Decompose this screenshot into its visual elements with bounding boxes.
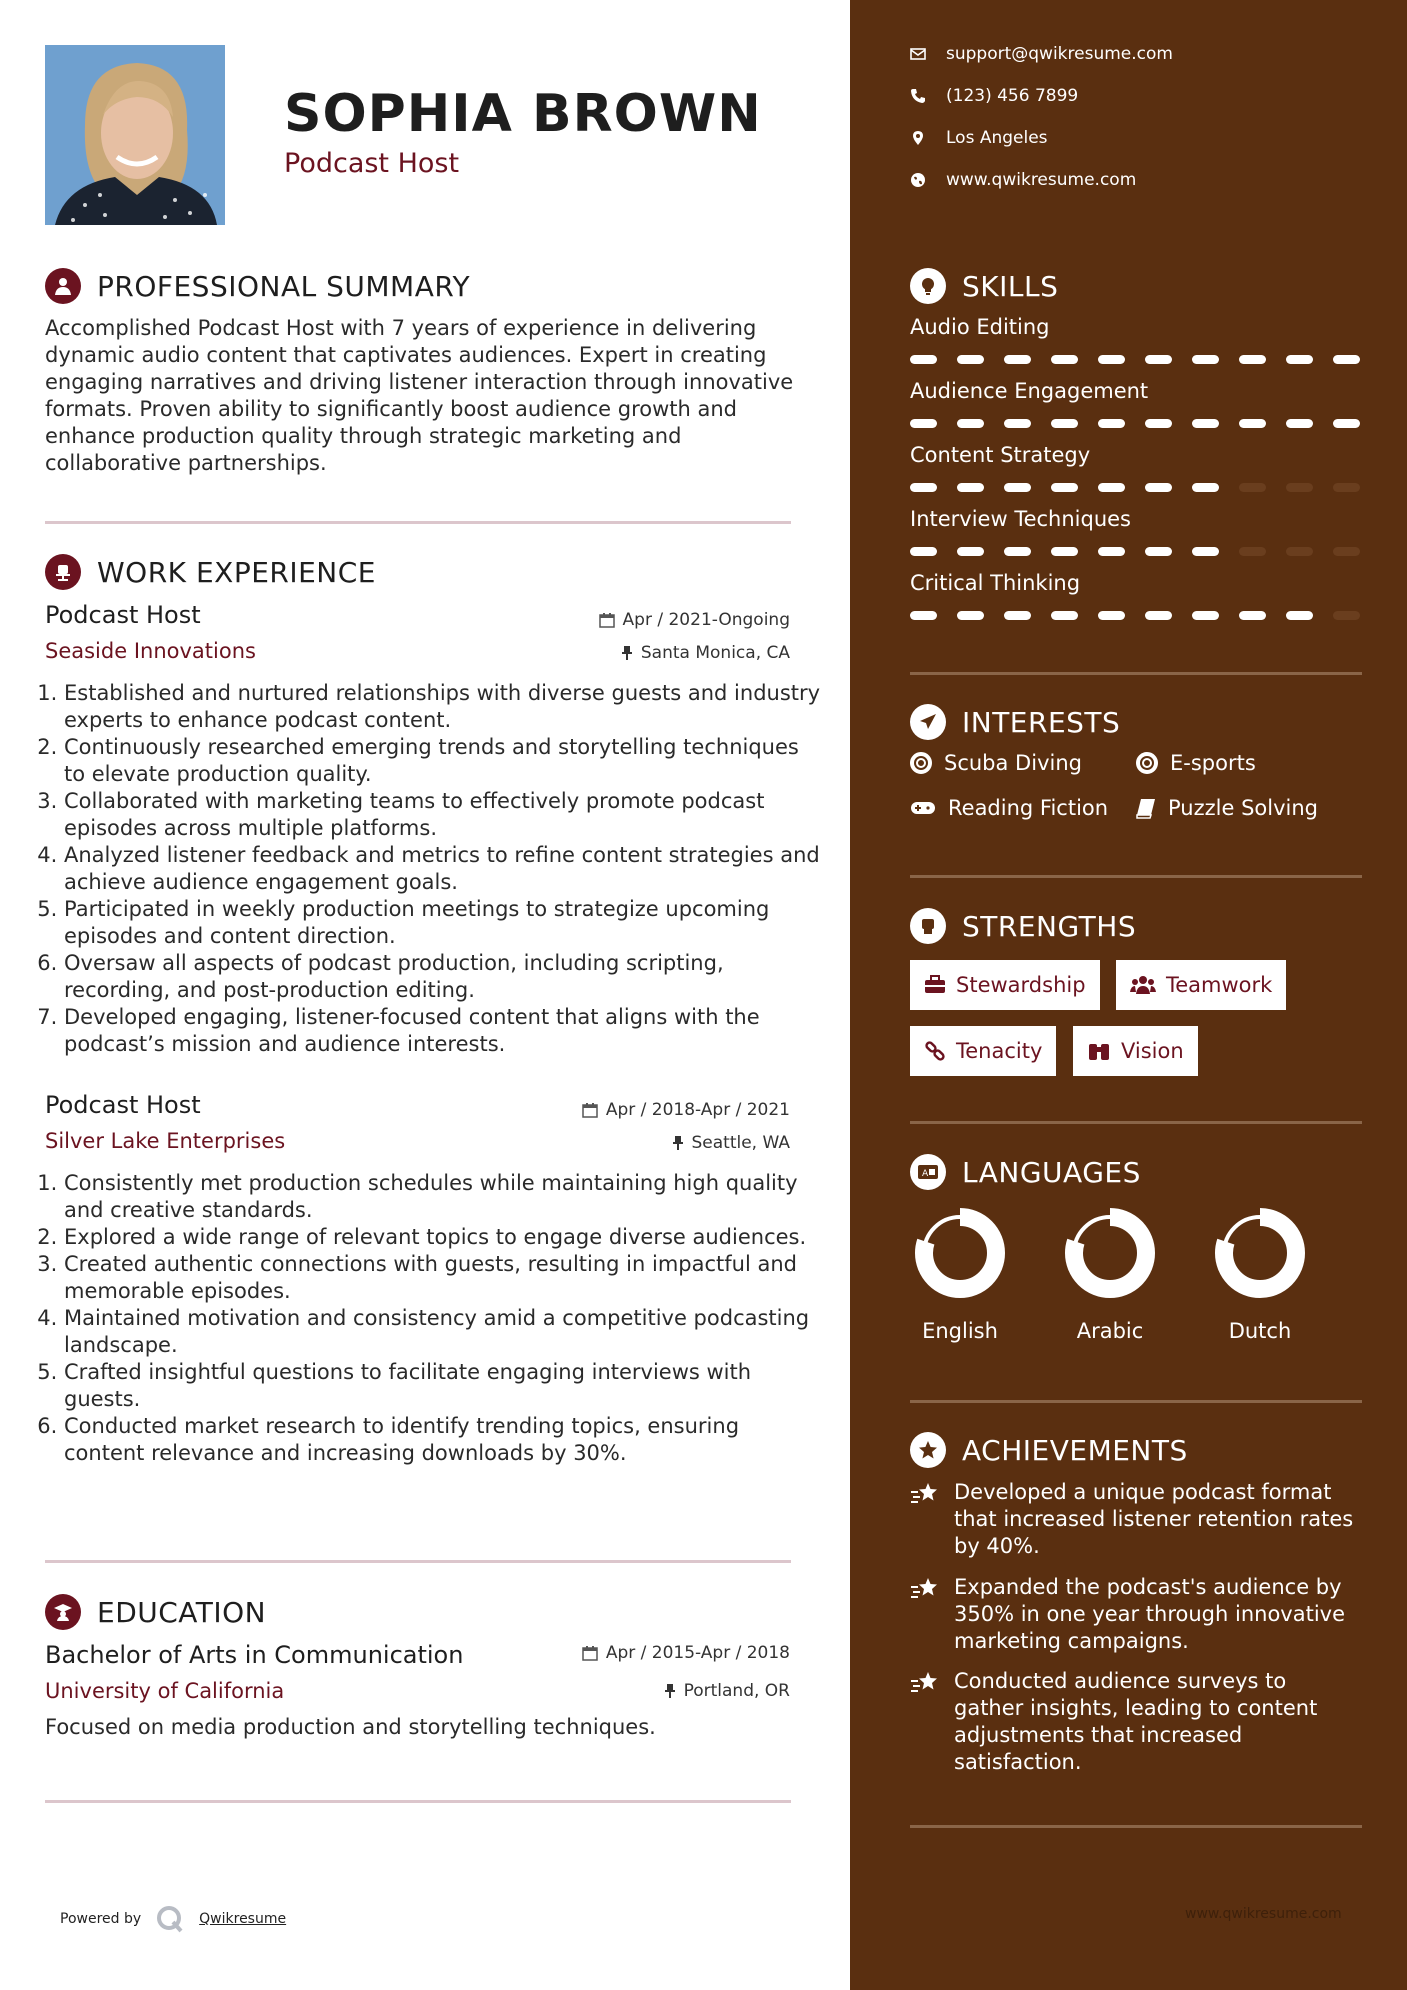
list-item: 2. Continuously researched emerging trends and storytelling techniques to elevate production quality. bbox=[64, 734, 824, 788]
skill-level-dash bbox=[1239, 419, 1266, 428]
skill-level-dash bbox=[1192, 547, 1219, 556]
job-title: Podcast Host bbox=[45, 1091, 201, 1119]
strength-label: Vision bbox=[1121, 1039, 1184, 1063]
powered-by-label: Powered by bbox=[60, 1911, 142, 1927]
skill-level-dash bbox=[1051, 611, 1078, 620]
achievements-title: ACHIEVEMENTS bbox=[962, 1433, 1188, 1467]
fist-icon bbox=[910, 908, 946, 944]
skill-level-dash bbox=[1333, 611, 1360, 620]
skill-level-dash bbox=[1192, 611, 1219, 620]
strength-tag bbox=[1116, 960, 1286, 1010]
book-icon bbox=[1136, 797, 1156, 819]
section-divider bbox=[910, 672, 1362, 675]
list-item: 3. Collaborated with marketing teams to effectively promote podcast episodes across multiple platforms. bbox=[64, 788, 824, 842]
section-divider bbox=[910, 1825, 1362, 1828]
skill-level-dash bbox=[1145, 547, 1172, 556]
skill-level-dash bbox=[1004, 611, 1031, 620]
achievement-item bbox=[910, 1668, 1360, 1776]
phone-text: (123) 456 7899 bbox=[946, 86, 1079, 106]
skill-level-dash bbox=[1286, 419, 1313, 428]
skill-level-dash bbox=[1286, 355, 1313, 364]
list-item: 3. Created authentic connections with guests, resulting in impactful and memorable episodes. bbox=[64, 1251, 824, 1305]
skill-name: Audience Engagement bbox=[910, 379, 1149, 403]
location-text: Los Angeles bbox=[946, 128, 1048, 148]
powered-by bbox=[60, 1904, 286, 1934]
website-text[interactable]: www.qwikresume.com bbox=[946, 170, 1137, 190]
phone-icon bbox=[910, 88, 926, 104]
skill-level-bar bbox=[910, 355, 1360, 364]
binoculars-icon bbox=[1087, 1041, 1111, 1061]
skills-heading bbox=[910, 268, 1058, 304]
users-icon bbox=[1130, 975, 1156, 995]
gamepad-icon bbox=[910, 799, 936, 817]
briefcase-icon bbox=[924, 975, 946, 995]
skill-level-dash bbox=[1239, 355, 1266, 364]
skill-level-dash bbox=[1004, 419, 1031, 428]
interest-label: Scuba Diving bbox=[944, 751, 1082, 775]
education-location-text: Portland, OR bbox=[683, 1681, 790, 1701]
skill-level-dash bbox=[1333, 483, 1360, 492]
section-divider bbox=[910, 1400, 1362, 1403]
summary-text: Accomplished Podcast Host with 7 years of experience in delivering dynamic audio content that captivates audiences. Expert in creating engaging narratives and driving listener interaction through innovative formats. Proven ability to significantly boost audience growth and enhance production quality through strategic marketing and collaborative partnerships. bbox=[45, 316, 794, 475]
degree-title: Bachelor of Arts in Communication bbox=[45, 1641, 464, 1669]
language-item bbox=[1050, 1205, 1170, 1343]
contact-location bbox=[910, 128, 1048, 148]
list-item: 6. Conducted market research to identify trending topics, ensuring content relevance and increasing downloads by 30%. bbox=[64, 1413, 824, 1467]
strength-label: Tenacity bbox=[956, 1039, 1043, 1063]
skill-level-dash bbox=[1051, 547, 1078, 556]
award-star-icon bbox=[910, 1432, 946, 1468]
achievement-text: Expanded the podcast's audience by 350% in one year through innovative marketing campaigns. bbox=[954, 1575, 1346, 1653]
interests-title: INTERESTS bbox=[962, 705, 1121, 739]
interests-heading bbox=[910, 704, 1120, 740]
envelope-icon bbox=[910, 46, 926, 62]
language-item bbox=[1200, 1205, 1320, 1343]
strengths-heading bbox=[910, 908, 1136, 944]
languages-heading bbox=[910, 1154, 1141, 1190]
svg-text:A: A bbox=[922, 1169, 929, 1179]
calendar-icon bbox=[582, 1102, 598, 1118]
skill-level-dash bbox=[1192, 483, 1219, 492]
skill-level-bar bbox=[910, 419, 1360, 428]
interest-item bbox=[1136, 796, 1318, 820]
job-dates-text: Apr / 2021-Ongoing bbox=[622, 610, 790, 630]
list-item: 4. Maintained motivation and consistency amid a competitive podcasting landscape. bbox=[64, 1305, 824, 1359]
skill-level-dash bbox=[957, 355, 984, 364]
skill-level-dash bbox=[1098, 355, 1125, 364]
skill-level-dash bbox=[1051, 419, 1078, 428]
job-title: Podcast Host bbox=[45, 601, 201, 629]
achievements-heading bbox=[910, 1432, 1188, 1468]
language-label: English bbox=[922, 1319, 998, 1343]
skill-level-dash bbox=[1239, 547, 1266, 556]
skill-level-dash bbox=[957, 483, 984, 492]
skill-level-dash bbox=[1051, 483, 1078, 492]
skill-level-dash bbox=[1239, 611, 1266, 620]
qwikresume-logo-icon bbox=[155, 1904, 185, 1934]
interest-item bbox=[910, 796, 1108, 820]
skills-title: SKILLS bbox=[962, 269, 1059, 303]
list-item: 1. Consistently met production schedules while maintaining high quality and creative standards. bbox=[64, 1170, 824, 1224]
section-divider bbox=[45, 1560, 791, 1563]
skill-level-dash bbox=[1098, 611, 1125, 620]
pin-icon bbox=[672, 1135, 684, 1151]
skill-level-bar bbox=[910, 611, 1360, 620]
language-label: Dutch bbox=[1228, 1319, 1292, 1343]
list-item: 1. Established and nurtured relationships with diverse guests and industry experts to enhance podcast content. bbox=[64, 680, 824, 734]
skill-level-dash bbox=[1098, 547, 1125, 556]
job-responsibilities bbox=[36, 680, 824, 1058]
education-dates-text: Apr / 2015-Apr / 2018 bbox=[605, 1643, 790, 1663]
education-description: Focused on media production and storytelling techniques. bbox=[45, 1715, 656, 1739]
skill-level-dash bbox=[1098, 419, 1125, 428]
language-level-ring bbox=[1212, 1205, 1308, 1301]
map-marker-icon bbox=[910, 130, 926, 146]
skill-level-bar bbox=[910, 483, 1360, 492]
experience-heading bbox=[45, 554, 376, 590]
skill-level-dash bbox=[1286, 483, 1313, 492]
contact-phone bbox=[910, 86, 1078, 106]
footer-site: www.qwikresume.com bbox=[1185, 1906, 1342, 1922]
contact-website bbox=[910, 170, 1136, 190]
graduate-icon bbox=[45, 1594, 81, 1630]
skill-level-dash bbox=[1004, 355, 1031, 364]
skill-level-dash bbox=[1145, 483, 1172, 492]
candidate-name: SOPHIA BROWN bbox=[284, 84, 762, 144]
skill-level-dash bbox=[1145, 355, 1172, 364]
list-item: 7. Developed engaging, listener-focused content that aligns with the podcast’s mission and audience interests. bbox=[64, 1004, 824, 1058]
language-label: Arabic bbox=[1076, 1319, 1144, 1343]
skill-level-dash bbox=[1145, 419, 1172, 428]
skill-level-dash bbox=[910, 483, 937, 492]
skill-level-dash bbox=[1333, 355, 1360, 364]
section-divider bbox=[45, 521, 791, 524]
achievement-text: Developed a unique podcast format that increased listener retention rates by 40%. bbox=[954, 1480, 1354, 1558]
job-responsibilities bbox=[36, 1170, 824, 1467]
education-heading bbox=[45, 1594, 266, 1630]
achievement-text: Conducted audience surveys to gather insights, leading to content adjustments that increased satisfaction. bbox=[954, 1669, 1318, 1774]
skill-name: Interview Techniques bbox=[910, 507, 1132, 531]
skill-level-dash bbox=[1192, 419, 1219, 428]
job-dates bbox=[599, 610, 790, 630]
education-dates bbox=[582, 1643, 790, 1663]
achievement-item bbox=[910, 1574, 1360, 1655]
skill-level-dash bbox=[957, 547, 984, 556]
interest-item bbox=[1136, 751, 1256, 775]
job-company: Silver Lake Enterprises bbox=[45, 1129, 286, 1153]
list-item: 6. Oversaw all aspects of podcast production, including scripting, recording, and post-production editing. bbox=[64, 950, 824, 1004]
skill-name: Content Strategy bbox=[910, 443, 1091, 467]
education-title: EDUCATION bbox=[97, 1595, 267, 1629]
pin-icon bbox=[621, 645, 633, 661]
job-location bbox=[672, 1133, 791, 1153]
section-divider bbox=[45, 1800, 791, 1803]
skill-level-dash bbox=[1051, 355, 1078, 364]
skill-name: Critical Thinking bbox=[910, 571, 1081, 595]
link-icon bbox=[924, 1040, 946, 1062]
skill-level-dash bbox=[1286, 611, 1313, 620]
skill-level-dash bbox=[957, 419, 984, 428]
skill-level-dash bbox=[1239, 483, 1266, 492]
language-icon bbox=[910, 1154, 946, 1190]
pin-icon bbox=[664, 1683, 676, 1699]
list-item: 5. Crafted insightful questions to facilitate engaging interviews with guests. bbox=[64, 1359, 824, 1413]
section-divider bbox=[910, 875, 1362, 878]
calendar-icon bbox=[599, 612, 615, 628]
interest-item bbox=[910, 751, 1082, 775]
sidebar bbox=[850, 0, 1407, 1990]
job-dates bbox=[582, 1100, 790, 1120]
skill-level-dash bbox=[1004, 547, 1031, 556]
skill-level-dash bbox=[1004, 483, 1031, 492]
interest-label: Reading Fiction bbox=[948, 796, 1109, 820]
user-icon bbox=[45, 268, 81, 304]
language-item bbox=[900, 1205, 1020, 1343]
strength-tag bbox=[910, 1026, 1056, 1076]
skill-level-dash bbox=[1145, 611, 1172, 620]
strengths-title: STRENGTHS bbox=[962, 909, 1137, 943]
list-item: 2. Explored a wide range of relevant topics to engage diverse audiences. bbox=[64, 1224, 824, 1251]
skill-level-dash bbox=[1192, 355, 1219, 364]
strength-tag bbox=[910, 960, 1100, 1010]
interest-label: Puzzle Solving bbox=[1168, 796, 1318, 820]
summary-heading bbox=[45, 268, 470, 304]
skill-level-dash bbox=[910, 547, 937, 556]
life-ring-icon bbox=[1136, 752, 1158, 774]
brand-link[interactable]: Qwikresume bbox=[199, 1911, 287, 1927]
skill-level-bar bbox=[910, 547, 1360, 556]
achievement-item bbox=[910, 1479, 1360, 1560]
shooting-star-icon bbox=[910, 1576, 940, 1602]
skill-level-dash bbox=[1098, 483, 1125, 492]
briefcase-chair-icon bbox=[45, 554, 81, 590]
list-item: 5. Participated in weekly production meetings to strategize upcoming episodes and content direction. bbox=[64, 896, 824, 950]
job-location-text: Seattle, WA bbox=[691, 1133, 790, 1153]
list-item: 4. Analyzed listener feedback and metrics to refine content strategies and achieve audience engagement goals. bbox=[64, 842, 824, 896]
job-dates-text: Apr / 2018-Apr / 2021 bbox=[605, 1100, 790, 1120]
life-ring-icon bbox=[910, 752, 932, 774]
school-name: University of California bbox=[45, 1679, 285, 1703]
skill-level-dash bbox=[957, 611, 984, 620]
interest-label: E-sports bbox=[1170, 751, 1256, 775]
education-location bbox=[664, 1681, 790, 1701]
experience-title: WORK EXPERIENCE bbox=[97, 555, 376, 589]
shooting-star-icon bbox=[910, 1670, 940, 1696]
languages-title: LANGUAGES bbox=[962, 1155, 1141, 1189]
job-location bbox=[621, 643, 790, 663]
contact-email bbox=[910, 44, 1173, 64]
skill-level-dash bbox=[910, 419, 937, 428]
strength-label: Stewardship bbox=[956, 973, 1086, 997]
shooting-star-icon bbox=[910, 1481, 940, 1507]
lightbulb-icon bbox=[910, 268, 946, 304]
strength-tag bbox=[1073, 1026, 1198, 1076]
email-text[interactable]: support@qwikresume.com bbox=[946, 44, 1173, 64]
summary-title: PROFESSIONAL SUMMARY bbox=[97, 269, 471, 303]
language-level-ring bbox=[912, 1205, 1008, 1301]
skill-name: Audio Editing bbox=[910, 315, 1050, 339]
language-level-ring bbox=[1062, 1205, 1158, 1301]
section-divider bbox=[910, 1121, 1362, 1124]
strength-label: Teamwork bbox=[1166, 973, 1273, 997]
skill-level-dash bbox=[1333, 547, 1360, 556]
calendar-icon bbox=[582, 1645, 598, 1661]
skill-level-dash bbox=[1333, 419, 1360, 428]
globe-icon bbox=[910, 172, 926, 188]
skill-level-dash bbox=[910, 355, 937, 364]
paper-plane-icon bbox=[910, 704, 946, 740]
candidate-role: Podcast Host bbox=[284, 148, 460, 179]
skill-level-dash bbox=[910, 611, 937, 620]
skill-level-dash bbox=[1286, 547, 1313, 556]
profile-photo bbox=[45, 45, 225, 225]
job-location-text: Santa Monica, CA bbox=[640, 643, 790, 663]
job-company: Seaside Innovations bbox=[45, 639, 256, 663]
